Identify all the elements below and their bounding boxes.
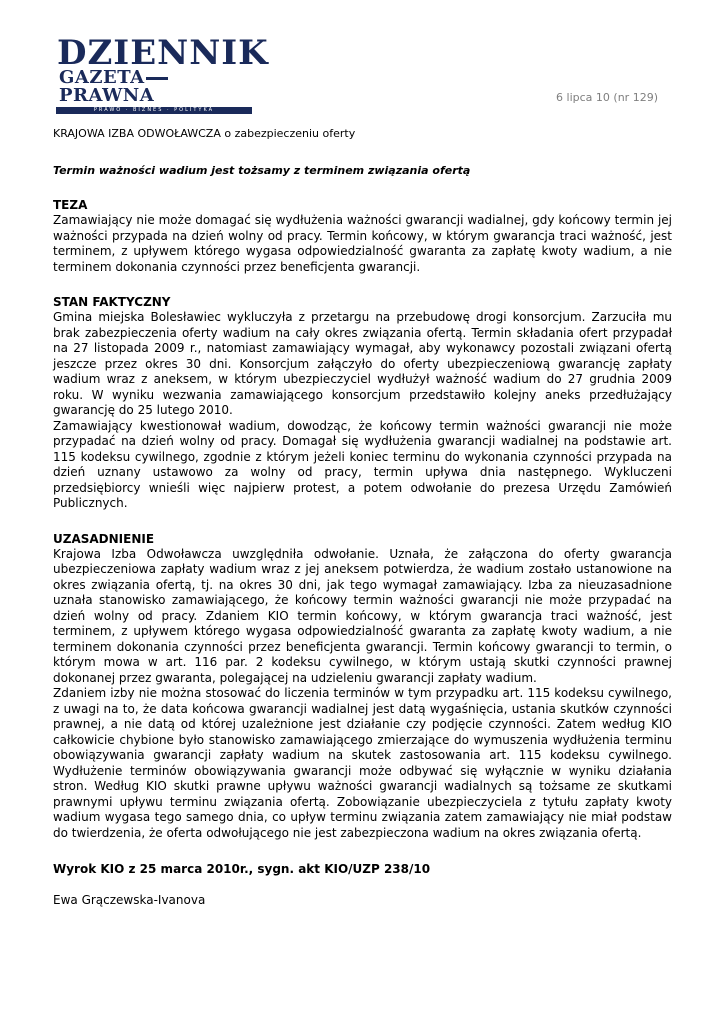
article-category: KRAJOWA IZBA ODWOŁAWCZA o zabezpieczeniu oferty: [53, 127, 356, 140]
verdict: Wyrok KIO z 25 marca 2010r., sygn. akt KIO/UZP 238/10: [53, 862, 431, 876]
paragraph-stan-1: Gmina miejska Bolesławiec wykluczyła z przetargu na przebudowę drogi konsorcjum. Zarzuciła mu brak zabezpieczenia oferty wadium na cały okres związania ofertą. Termin składania ofert przypadał na 27 listopada 2009 r., natomiast zamawiający wymagał, aby wykonawcy pozostali związani ofertą jeszcze przez okres 30 dni. Konsorcjum załączyło do oferty ubezpieczeniową gwarancję zapłaty wadium wraz z aneksem, w którym ubezpieczyciel wydłużył ważność wadium do 27 grudnia 2009 roku. W wyniku wezwania zamawiającego konsorcjum przedstawiło kolejny aneks przedłużający gwarancję do 25 lutego 2010.: [53, 310, 672, 417]
heading-teza: TEZA: [53, 198, 88, 212]
article-lead: Termin ważności wadium jest tożsamy z terminem związania ofertą: [53, 164, 471, 177]
paragraph-teza-1: Zamawiający nie może domagać się wydłużenia ważności gwarancji wadialnej, gdy końcowy termin jej ważności przypada na dzień wolny od pracy. Termin końcowy, w którym gwarancja traci ważność, jest terminem, z upływem którego wygasa odpowiedzialność gwaranta za zapłatę kwoty wadium, a nie terminem dokonania czynności przez beneficjenta gwarancji.: [53, 213, 672, 274]
paragraph-uzasadnienie-1: Krajowa Izba Odwoławcza uwzględniła odwołanie. Uznała, że załączona do oferty gwarancja ubezpieczeniowa zapłaty wadium wraz z jej aneksem potwierdza, że wadium zostało ustanowione na okres związania ofertą, tj. na okres 30 dni, jak tego wymagał zamawiający. Izba za nieuzasadnione uznała stanowisko zamawiającego, że końcowy termin ważności gwarancji nie może przypadać na dzień wolny od pracy. Zdaniem KIO termin końcowy, w którym gwarancja traci ważność, jest terminem, z upływem którego wygasa odpowiedzialność gwaranta za zapłatę kwoty wadium, a nie terminem dokonania czynności przez beneficjenta gwarancji. Termin końcowy gwarancji to termin, o którym mowa w art. 116 par. 2 kodeksu cywilnego, w którym ustają skutki czynności prawnej dokonanej przez gwaranta, polegającej na udzieleniu gwarancji zapłaty wadium.: [53, 546, 672, 685]
masthead-subtitle-left: GAZETA: [59, 67, 145, 88]
masthead-separator: [146, 77, 168, 80]
masthead-logo: [56, 33, 269, 113]
author: Ewa Grączewska-Ivanova: [53, 893, 206, 907]
issue-info: 6 lipca 10 (nr 129): [556, 91, 658, 104]
paragraph-uzasadnienie-2: Zdaniem izby nie można stosować do liczenia terminów w tym przypadku art. 115 kodeksu cywilnego, z uwagi na to, że data końcowa gwarancji wadialnej jest datą wygaśnięcia, ustania skutków czynności prawnej, a nie datą od której uzależnione jest działanie czy podjęcie czynności. Zatem według KIO całkowicie chybione było stanowisko zamawiającego zmierzające do wymuszenia wydłużenia terminu obowiązywania gwarancji zapłaty wadium na skutek zastosowania art. 115 kodeksu cywilnego. Wydłużenie terminów obowiązywania gwarancji może odbywać się wyłącznie w wyniku działania stron. Według KIO skutki prawne upływu ważności gwarancji wadialnych są tożsame ze skutkami prawnymi upływu terminu związania ofertą. Zobowiązanie ubezpieczyciela z tytułu zapłaty kwoty wadium wygasa tego samego dnia, co upływ terminu związania zatem zamawiający nie miał podstaw do twierdzenia, że oferta odwołującego nie jest zabezpieczona wadium na okres związania ofertą.: [53, 686, 672, 840]
masthead-strip: PRAWO · BIZNES · POLITYKA: [56, 107, 252, 114]
heading-uzasadnienie: UZASADNIENIE: [53, 531, 155, 546]
masthead-subtitle: [59, 69, 256, 105]
article: [53, 120, 672, 908]
heading-stan-faktyczny: STAN FAKTYCZNY: [53, 295, 171, 309]
masthead-subtitle-right: PRAWNA: [59, 85, 155, 106]
masthead-title: DZIENNIK: [57, 33, 269, 73]
paragraph-stan-2: Zamawiający kwestionował wadium, dowodząc, że końcowy termin ważności gwarancji nie może przypadać na dzień wolny od pracy. Domagał się wydłużenia gwarancji wadialnej na podstawie art. 115 kodeksu cywilnego, zgodnie z którym jeżeli koniec terminu do wykonania czynności przypada na dzień uznany ustawowo za wolny od pracy, termin upływa dnia następnego. Wykluczeni przedsiębiorcy wnieśli więc najpierw protest, a potem odwołanie do prezesa Urzędu Zamówień Publicznych.: [53, 418, 672, 510]
